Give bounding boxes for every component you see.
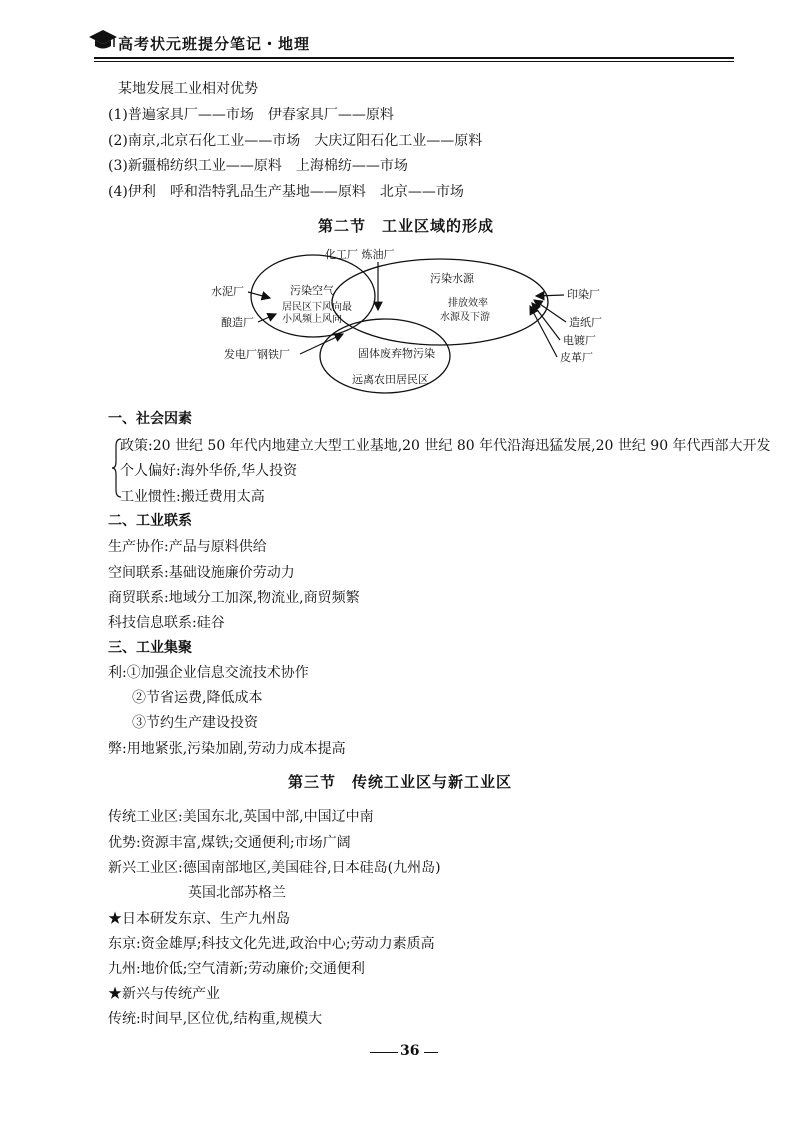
circle-solid-label: 固体废弃物污染 <box>358 347 435 360</box>
circle-water-note: 水源及下游 <box>440 312 490 323</box>
social-item: 个人偏好:海外华侨,华人投资 <box>120 463 298 479</box>
social-item: 工业惯性:搬迁费用太高 <box>120 489 265 505</box>
intro-item: (1)普遍家具厂——市场 伊春家具厂——原料 <box>108 107 394 123</box>
header-rule <box>94 57 734 59</box>
cluster-item: 弊:用地紧张,污染加剧,劳动力成本提高 <box>108 741 346 757</box>
right-factory-label: 印染厂 <box>567 288 600 301</box>
intro-item: (2)南京,北京石化工业——市场 大庆辽阳石化工业——原料 <box>108 133 483 149</box>
header-rule-thin <box>94 61 734 62</box>
right-factory-label: 造纸厂 <box>569 316 602 329</box>
page-number-dash <box>424 1052 438 1053</box>
section-title: 第二节 工业区域的形成 <box>318 217 495 235</box>
circle-air-label: 污染空气 <box>290 284 334 297</box>
intro-heading: 某地发展工业相对优势 <box>118 81 258 97</box>
page-number-dash <box>370 1052 398 1053</box>
section-title: 第三节 传统工业区与新工业区 <box>288 773 513 791</box>
industry-location-diagram <box>200 240 620 400</box>
cluster-item: ③节约生产建设投资 <box>132 715 258 731</box>
right-factory-label: 皮革厂 <box>560 351 593 364</box>
cluster-item: 利:①加强企业信息交流技术协作 <box>108 665 309 681</box>
section3-item: 传统:时间早,区位优,结构重,规模大 <box>108 1011 323 1027</box>
section3-item: 九州:地价低;空气清新;劳动廉价;交通便利 <box>108 961 365 977</box>
left-factory-label: 水泥厂 <box>211 285 244 298</box>
section3-item: 东京:资金雄厚;科技文化先进,政治中心;劳动力素质高 <box>108 936 435 952</box>
right-factory-label: 电镀厂 <box>563 334 596 347</box>
section-heading: 三、工业集聚 <box>108 640 192 656</box>
links-item: 科技信息联系:硅谷 <box>108 615 225 631</box>
graduation-cap-icon <box>88 27 118 51</box>
bottom-left-factory-label: 发电厂钢铁厂 <box>224 348 290 361</box>
section3-item: ★日本研发东京、生产九州岛 <box>108 911 290 927</box>
top-factory-label: 化工厂 炼油厂 <box>325 248 395 261</box>
intro-item: (4)伊利 呼和浩特乳品生产基地——原料 北京——市场 <box>108 184 464 200</box>
section3-item: 传统工业区:美国东北,英国中部,中国辽中南 <box>108 809 374 825</box>
circle-air-note: 小风频上风向 <box>282 314 342 325</box>
links-item: 生产协作:产品与原料供给 <box>108 539 267 555</box>
section-heading: 一、社会因素 <box>108 411 192 427</box>
social-item: 政策:20 世纪 50 年代内地建立大型工业基地,20 世纪 80 年代沿海迅猛发展,20 世纪 90 年代西部大开发 <box>120 438 771 454</box>
circle-water-note: 排放效率 <box>448 298 488 309</box>
section3-item: 英国北部苏格兰 <box>188 885 286 901</box>
page-number: 36 <box>400 1043 420 1059</box>
section3-item: ★新兴与传统产业 <box>108 986 220 1002</box>
cluster-item: ②节省运费,降低成本 <box>132 690 263 706</box>
header-title: 高考状元班提分笔记・地理 <box>118 35 311 53</box>
section3-item: 新兴工业区:德国南部地区,美国硅谷,日本硅岛(九州岛) <box>108 860 441 876</box>
circle-air-note: 居民区下风向最 <box>282 302 352 313</box>
section3-item: 优势:资源丰富,煤铁;交通便利;市场广阔 <box>108 835 351 851</box>
links-item: 商贸联系:地域分工加深,物流业,商贸频繁 <box>108 590 360 606</box>
left-factory-label: 酿造厂 <box>221 316 254 329</box>
intro-item: (3)新疆棉纺织工业——原料 上海棉纺——市场 <box>108 158 408 174</box>
links-item: 空间联系:基础设施廉价劳动力 <box>108 565 295 581</box>
circle-water-label: 污染水源 <box>430 272 474 285</box>
section-heading: 二、工业联系 <box>108 513 192 529</box>
circle-solid-note: 远离农田居民区 <box>352 373 429 386</box>
